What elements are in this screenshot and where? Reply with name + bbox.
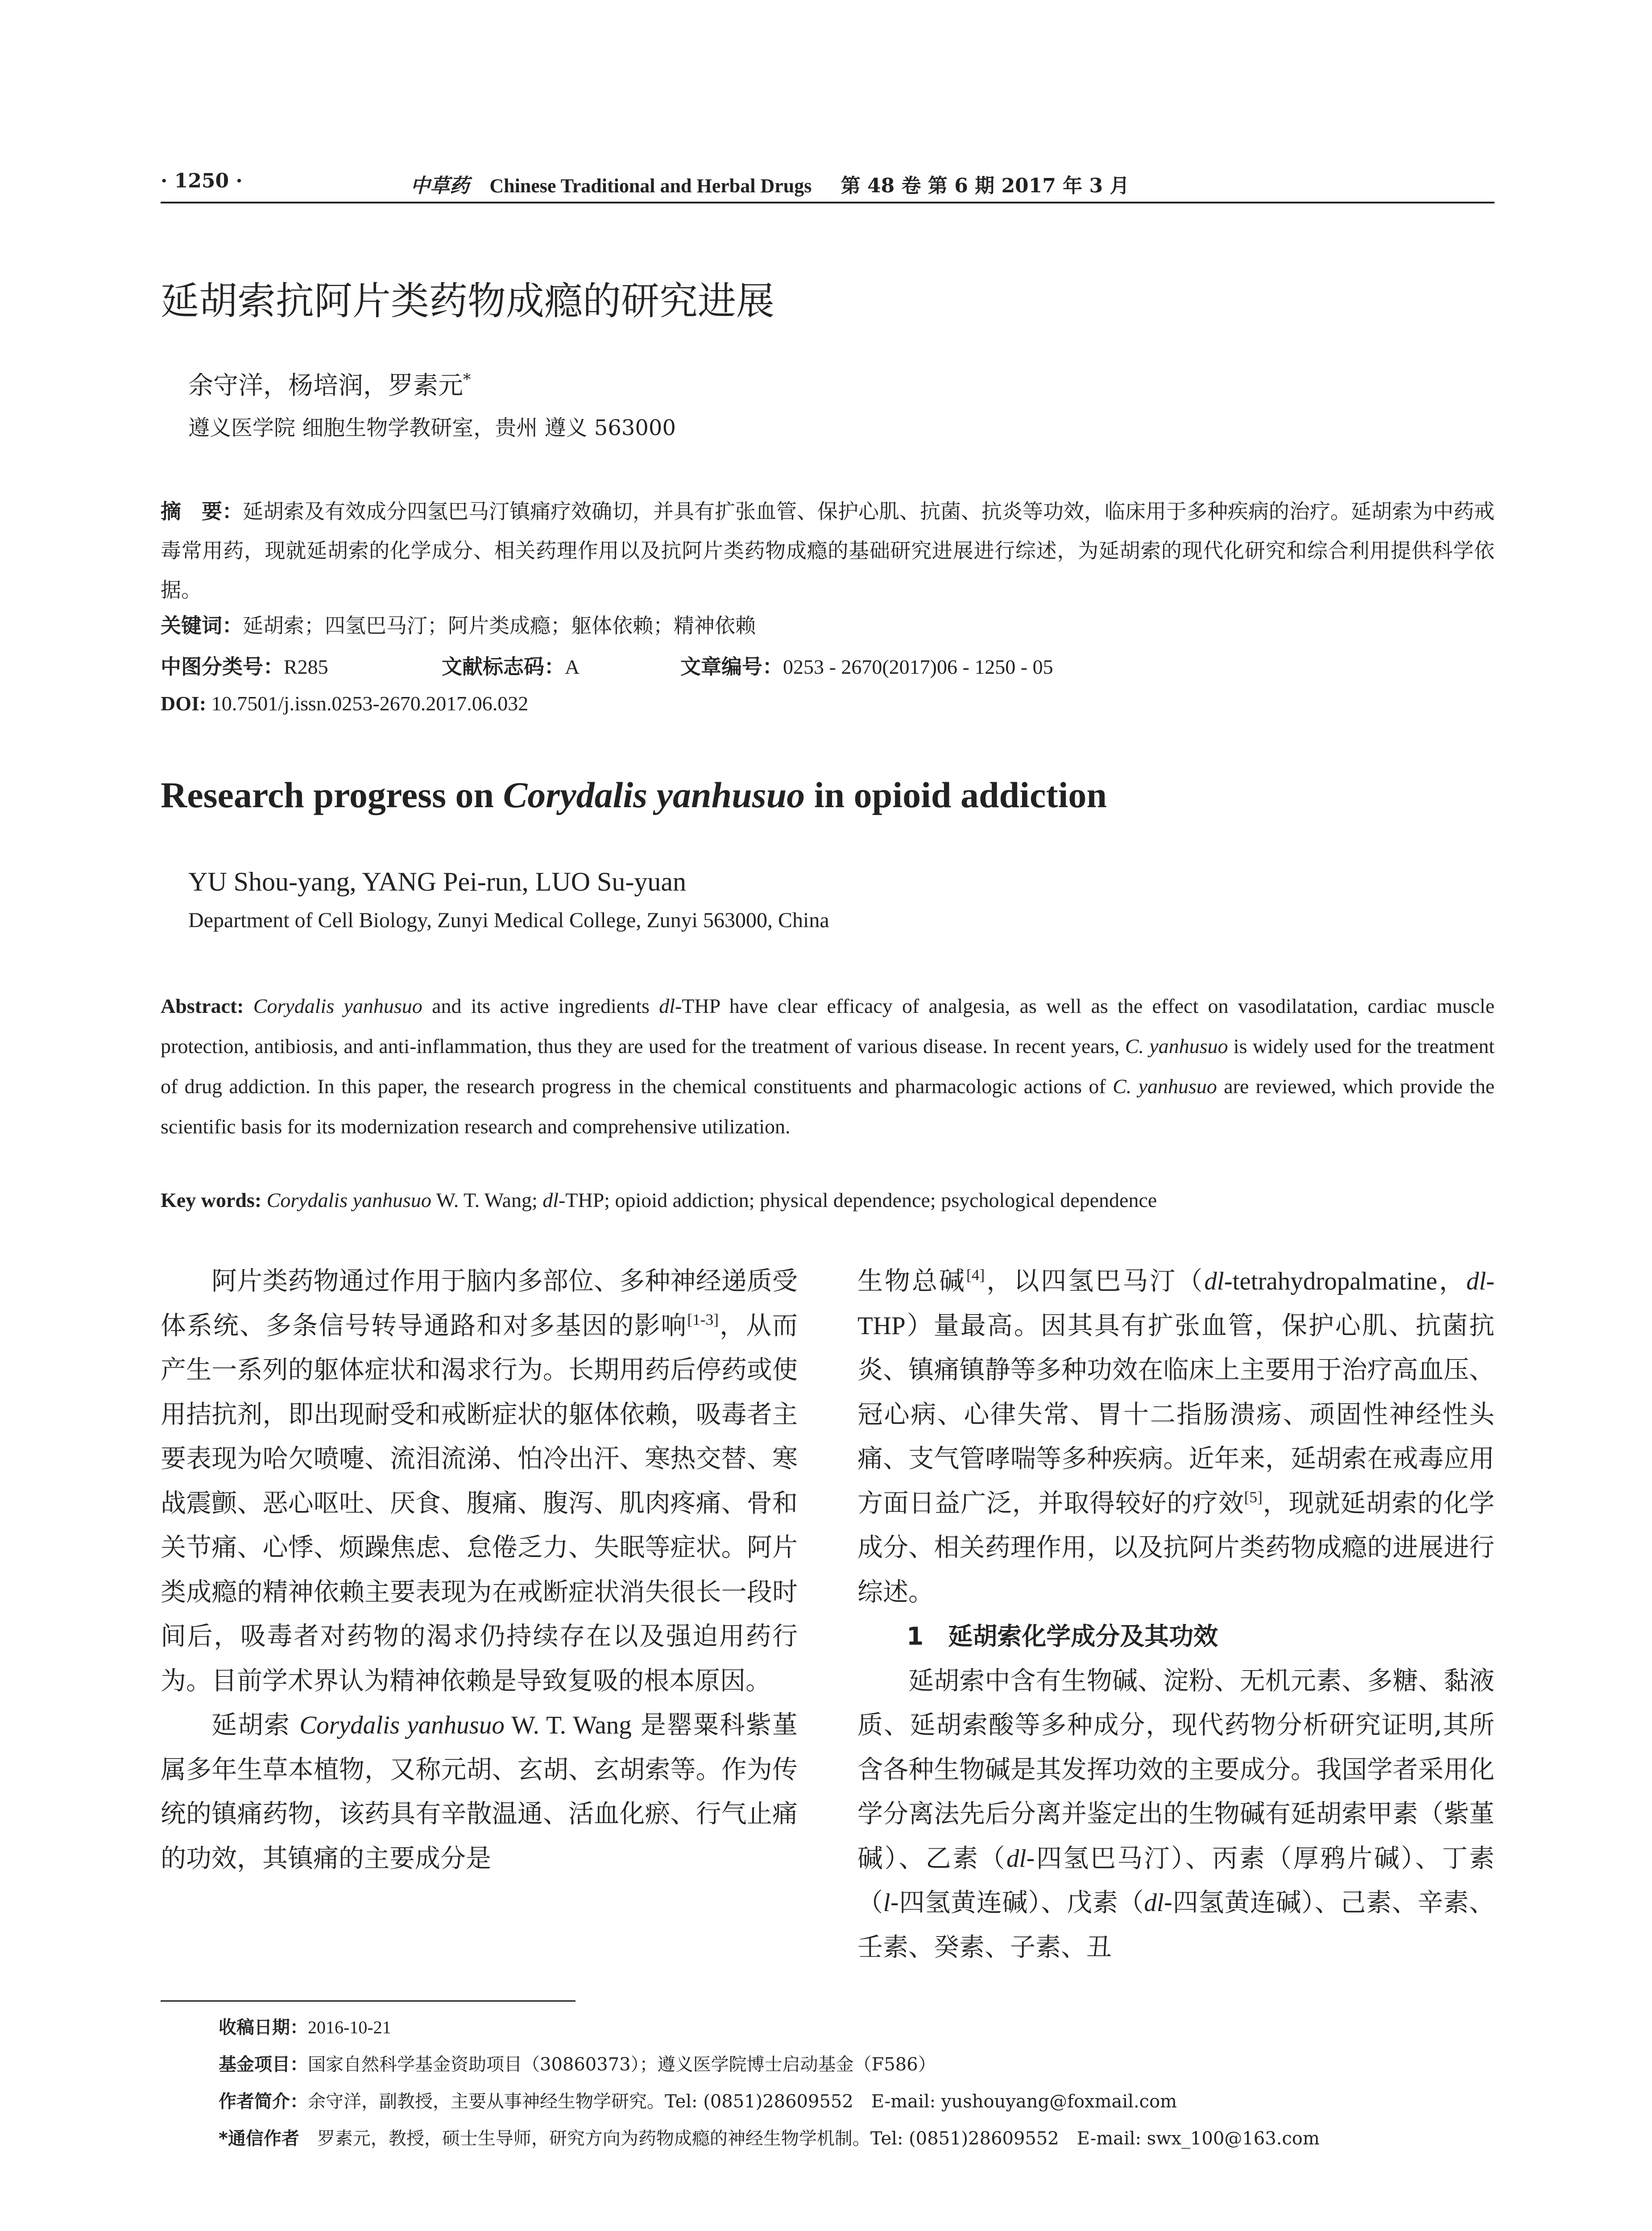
body-column-left: [161, 1259, 798, 1881]
doi-label: DOI:: [161, 692, 207, 715]
abstract-en-text: and its active ingredients: [422, 995, 659, 1017]
italic-prefix: l: [883, 1889, 890, 1917]
footnote-fund: [219, 2050, 936, 2076]
body-text: ，现就延胡索的化学成分、相关药理作用，以及抗阿片类药物成瘾的进展进行综述。: [857, 1488, 1495, 1607]
running-header: [161, 170, 1495, 196]
doc-value: A: [565, 655, 580, 678]
keywords-en-text: W. T. Wang;: [431, 1189, 543, 1211]
authors-cn-text: 余守洋，杨培润，罗素元: [188, 371, 463, 400]
body-paragraph: [857, 1259, 1495, 1614]
keywords-en: [161, 1188, 1495, 1212]
doi: [161, 692, 528, 715]
footnote-text: 余守洋，副教授，主要从事神经生物学研究。Tel: (0851)28609552 E-mail: yushouyang@foxmail.com: [308, 2091, 1177, 2112]
doi-value[interactable]: 10.7501/j.issn.0253-2670.2017.06.032: [211, 692, 529, 715]
journal-name-en: Chinese Traditional and Herbal Drugs: [489, 175, 812, 197]
footnote-label: 收稿日期：: [219, 2017, 308, 2038]
footnote-text: 国家自然科学基金资助项目（30860373）；遵义医学院博士启动基金（F586）: [308, 2054, 936, 2075]
issue-info: 第 48 卷 第 6 期 2017 年 3 月: [840, 174, 1130, 197]
abstract-en-italic: C. yanhusuo: [1113, 1075, 1217, 1098]
journal-name-cn: 中草药: [410, 174, 469, 197]
footnote-label: *通信作者: [219, 2128, 299, 2149]
keywords-cn-text: 延胡索；四氢巴马汀；阿片类成瘾；躯体依赖；精神依赖: [243, 614, 756, 638]
keywords-cn-label: 关键词：: [161, 614, 243, 638]
citation-ref[interactable]: [1-3]: [687, 1310, 719, 1328]
body-text: ，: [1437, 1266, 1466, 1296]
title-en-italic: Corydalis yanhusuo: [503, 775, 805, 815]
page-number: · 1250 ·: [161, 170, 243, 192]
abstract-en-text: are reviewed, which provide the scientific basis for its modernization research and comprehensive utilization.: [161, 1075, 1495, 1138]
abstract-en-italic: Corydalis yanhusuo: [253, 995, 422, 1017]
doc-code: [442, 651, 580, 680]
body-text: 阿片类药物通过作用于脑内多部位、多种神经递质受体系统、多条信号转导通路和对多基因的影响: [161, 1266, 798, 1340]
footnote-author-bio: [219, 2087, 1177, 2113]
body-text: ）量最高。因其具有扩张血管，保护心肌、抗菌抗炎、镇痛镇静等多种功效在临床上主要用于治疗高血压、冠心病、心律失常、胃十二指肠溃疡、顽固性神经性头痛、支气管哮喘等多种疾病。近年来，延胡索在戒毒应用方面日益广泛，并取得较好的疗效: [857, 1310, 1495, 1518]
compound-abbr: -THP: [857, 1267, 1495, 1340]
abstract-en-italic: C. yanhusuo: [1125, 1035, 1228, 1057]
footnote-received: [219, 2013, 391, 2039]
title-en: [161, 774, 1107, 816]
article-label: 文章编号：: [680, 655, 783, 679]
title-cn: 延胡索抗阿片类药物成瘾的研究进展: [161, 279, 774, 323]
body-text: ，从而产生一系列的躯体症状和渴求行为。长期用药后停药或使用拮抗剂，即出现耐受和戒断症状的躯体依赖，吸毒者主要表现为哈欠喷嚏、流泪流涕、怕冷出汗、寒热交替、寒战震颤、恶心呕吐、厌食、腹痛、腹泻、肌肉疼痛、骨和关节痛、心悸、烦躁焦虑、怠倦乏力、失眠等症状。阿片类成瘾的精神依赖主要表现为在戒断症状消失很长一段时间后，吸毒者对药物的渴求仍持续存在以及强迫用药行为。目前学术界认为精神依赖是导致复吸的根本原因。: [161, 1310, 798, 1696]
clc-label: 中图分类号：: [161, 655, 284, 679]
header-divider: [161, 202, 1495, 203]
abstract-en-label: Abstract:: [161, 995, 244, 1017]
doc-label: 文献标志码：: [442, 655, 565, 679]
keywords-en-italic: dl: [542, 1189, 559, 1211]
keywords-en-text: -THP; opioid addiction; physical dependence; psychological dependence: [559, 1189, 1157, 1211]
body-text: -四氢黄连碱）、己素、辛素、壬素、癸素、子素、丑: [857, 1888, 1495, 1962]
body-text: 生物总碱: [857, 1266, 967, 1296]
footnote-label: 基金项目：: [219, 2054, 308, 2075]
body-text: 是罂粟科紫堇属多年生草本植物，又称元胡、玄胡、玄胡索等。作为传统的镇痛药物，该药具有辛散温通、活血化瘀、行气止痛的功效，其镇痛的主要成分是: [161, 1710, 798, 1873]
citation-ref[interactable]: [4]: [966, 1266, 985, 1284]
affiliation-cn: 遵义医学院 细胞生物学教研室，贵州 遵义 563000: [188, 415, 676, 440]
italic-prefix: dl: [1006, 1844, 1027, 1873]
title-en-part1: Research progress on: [161, 775, 503, 815]
article-value: 0253 - 2670(2017)06 - 1250 - 05: [783, 655, 1053, 678]
abstract-cn-label: 摘 要：: [161, 499, 243, 523]
abstract-cn: [161, 492, 1495, 610]
section-heading: 1 延胡索化学成分及其功效: [907, 1622, 1218, 1650]
keywords-cn: [161, 610, 1495, 639]
body-paragraph: [857, 1659, 1495, 1970]
article-code: [680, 651, 1053, 680]
body-text: -四氢黄连碱）、戊素（: [890, 1888, 1144, 1917]
clc-code: [161, 651, 328, 680]
abstract-cn-text: 延胡索及有效成分四氢巴马汀镇痛疗效确切，并具有扩张血管、保护心肌、抗菌、抗炎等功效，临床用于多种疾病的治疗。延胡索为中药戒毒常用药，现就延胡索的化学成分、相关药理作用以及抗阿片类药物成瘾的基础研究进展进行综述，为延胡索的现代化研究和综合利用提供科学依据。: [161, 499, 1495, 602]
footnote-divider: [161, 2000, 576, 2002]
abstract-en: [161, 986, 1495, 1147]
italic-prefix: dl: [1204, 1267, 1224, 1295]
footnote-label: 作者简介：: [219, 2091, 308, 2112]
authors-en: YU Shou-yang, YANG Pei-run, LUO Su-yuan: [188, 867, 687, 896]
italic-prefix: dl: [1466, 1267, 1486, 1295]
title-en-part2: in opioid addiction: [805, 775, 1107, 815]
italic-prefix: dl: [1144, 1889, 1164, 1917]
keywords-en-label: Key words:: [161, 1189, 262, 1211]
keywords-en-italic: Corydalis yanhusuo: [266, 1189, 431, 1211]
body-text: 延胡索: [211, 1710, 300, 1740]
corresponding-mark: *: [463, 371, 471, 389]
affiliation-en: Department of Cell Biology, Zunyi Medical College, Zunyi 563000, China: [188, 908, 829, 932]
journal-line: [410, 170, 1129, 198]
clc-value: R285: [284, 655, 328, 678]
footnote-corresponding: [219, 2124, 1320, 2150]
body-paragraph: [161, 1703, 798, 1881]
abstract-en-italic: dl: [659, 995, 675, 1017]
body-text: -四氢巴马汀）、丙素（厚鸦片碱）、丁素（: [857, 1843, 1495, 1917]
abstract-en-text: is widely used for the treatment of drug addiction. In this paper, the research progress in the chemical constituents and pharmacologic actions of: [161, 1035, 1495, 1098]
abstract-en-text: -THP have clear efficacy of analgesia, as well as the effect on vasodilatation, cardiac muscle protection, antibiosis, and anti-inflammation, thus they are used for the treatment of various disease. In recent years,: [161, 995, 1495, 1057]
body-text: 延胡索中含有生物碱、淀粉、无机元素、多糖、黏液质、延胡索酸等多种成分，现代药物分析研究证明,其所含各种生物碱是其发挥功效的主要成分。我国学者采用化学分离法先后分离并鉴定出的生物碱有延胡索甲素（紫堇碱）、乙素（: [857, 1666, 1495, 1873]
footnote-text: 2016-10-21: [308, 2017, 391, 2037]
species-author: W. T. Wang: [504, 1711, 632, 1739]
body-text: ，以四氢巴马汀（: [985, 1266, 1205, 1296]
footnote-text: 罗素元，教授，硕士生导师，研究方向为药物成瘾的神经生物学机制。Tel: (0851)28609552 E-mail: swx_100@163.com: [299, 2128, 1320, 2149]
compound-name: -tetrahydropalmatine: [1224, 1267, 1437, 1295]
body-column-right: [857, 1259, 1495, 1970]
species-name: Corydalis yanhusuo: [299, 1711, 505, 1739]
citation-ref[interactable]: [5]: [1244, 1488, 1263, 1506]
authors-cn: [188, 366, 471, 402]
classification-row: [161, 651, 1495, 677]
body-paragraph: [161, 1259, 798, 1703]
